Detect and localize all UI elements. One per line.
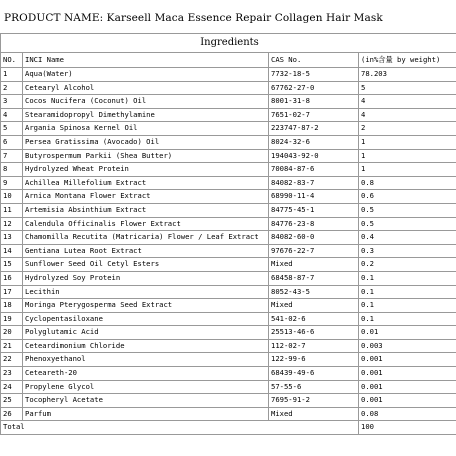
cell-cas-no: 541-02-6 bbox=[269, 312, 359, 326]
cell-cas-no: 122-99-6 bbox=[269, 353, 359, 367]
cell-weight-percent: 0.01 bbox=[359, 326, 456, 340]
table-row bbox=[1, 190, 456, 204]
table-row bbox=[1, 312, 456, 326]
table-row bbox=[1, 163, 456, 177]
cell-no: 15 bbox=[1, 258, 23, 272]
cell-weight-percent: 0.3 bbox=[359, 244, 456, 258]
table-row bbox=[1, 380, 456, 394]
cell-cas-no: 7651-02-7 bbox=[269, 108, 359, 122]
cell-cas-no: Mixed bbox=[269, 407, 359, 421]
cell-no: 24 bbox=[1, 380, 23, 394]
cell-inci-name: Cetearyl Alcohol bbox=[23, 81, 269, 95]
cell-inci-name: Tocopheryl Acetate bbox=[23, 394, 269, 408]
cell-no: 14 bbox=[1, 244, 23, 258]
cell-weight-percent: 0.1 bbox=[359, 299, 456, 313]
cell-no: 9 bbox=[1, 176, 23, 190]
cell-inci-name: Ceteareth-20 bbox=[23, 367, 269, 381]
cell-inci-name: Ceteardimonium Chloride bbox=[23, 339, 269, 353]
table-row bbox=[1, 81, 456, 95]
cell-cas-no: 84776-23-8 bbox=[269, 217, 359, 231]
cell-cas-no: 68458-87-7 bbox=[269, 271, 359, 285]
cell-weight-percent: 0.001 bbox=[359, 367, 456, 381]
cell-no: 18 bbox=[1, 299, 23, 313]
cell-weight-percent: 0.5 bbox=[359, 203, 456, 217]
cell-no: 21 bbox=[1, 339, 23, 353]
cell-inci-name: Phenoxyethanol bbox=[23, 353, 269, 367]
cell-weight-percent: 1 bbox=[359, 163, 456, 177]
cell-cas-no: 194043-92-0 bbox=[269, 149, 359, 163]
table-row bbox=[1, 122, 456, 136]
cell-inci-name: Propylene Glycol bbox=[23, 380, 269, 394]
table-row bbox=[1, 271, 456, 285]
cell-inci-name: Hydrolyzed Wheat Protein bbox=[23, 163, 269, 177]
cell-inci-name: Stearamidopropyl Dimethylamine bbox=[23, 108, 269, 122]
cell-inci-name: Achillea Millefolium Extract bbox=[23, 176, 269, 190]
ingredients-heading: Ingredients bbox=[1, 34, 456, 53]
table-row bbox=[1, 299, 456, 313]
cell-inci-name: Persea Gratissima (Avocado) Oil bbox=[23, 135, 269, 149]
cell-inci-name: Butyrospermum Parkii (Shea Butter) bbox=[23, 149, 269, 163]
table-row bbox=[1, 326, 456, 340]
cell-inci-name: Parfum bbox=[23, 407, 269, 421]
cell-cas-no: 223747-87-2 bbox=[269, 122, 359, 136]
cell-cas-no: 7732-18-5 bbox=[269, 68, 359, 82]
cell-weight-percent: 0.1 bbox=[359, 312, 456, 326]
cell-no: 11 bbox=[1, 203, 23, 217]
cell-inci-name: Hydrolyzed Soy Protein bbox=[23, 271, 269, 285]
cell-no: 1 bbox=[1, 68, 23, 82]
ingredients-table bbox=[0, 33, 456, 435]
table-row bbox=[1, 68, 456, 82]
cell-no: 13 bbox=[1, 231, 23, 245]
cell-weight-percent: 0.001 bbox=[359, 353, 456, 367]
cell-weight-percent: 0.2 bbox=[359, 258, 456, 272]
cell-cas-no: Mixed bbox=[269, 299, 359, 313]
cell-inci-name: Aqua(Water) bbox=[23, 68, 269, 82]
cell-inci-name: Calendula Officinalis Flower Extract bbox=[23, 217, 269, 231]
table-row bbox=[1, 176, 456, 190]
cell-inci-name: Gentiana Lutea Root Extract bbox=[23, 244, 269, 258]
cell-inci-name: Cocos Nucifera (Coconut) Oil bbox=[23, 95, 269, 109]
cell-weight-percent: 4 bbox=[359, 95, 456, 109]
cell-cas-no: Mixed bbox=[269, 258, 359, 272]
table-row bbox=[1, 135, 456, 149]
cell-cas-no: 8001-31-8 bbox=[269, 95, 359, 109]
cell-weight-percent: 1 bbox=[359, 149, 456, 163]
table-row bbox=[1, 149, 456, 163]
cell-cas-no: 57-55-6 bbox=[269, 380, 359, 394]
cell-weight-percent: 0.8 bbox=[359, 176, 456, 190]
cell-weight-percent: 0.08 bbox=[359, 407, 456, 421]
header-inci-name: INCI Name bbox=[23, 53, 269, 68]
cell-inci-name: Sunflower Seed Oil Cetyl Esters bbox=[23, 258, 269, 272]
cell-weight-percent: 4 bbox=[359, 108, 456, 122]
cell-inci-name: Moringa Pterygosperma Seed Extract bbox=[23, 299, 269, 313]
header-cas-no: CAS No. bbox=[269, 53, 359, 68]
header-no: NO. bbox=[1, 53, 23, 68]
cell-no: 4 bbox=[1, 108, 23, 122]
cell-weight-percent: 0.5 bbox=[359, 217, 456, 231]
cell-inci-name: Argania Spinosa Kernel Oil bbox=[23, 122, 269, 136]
cell-weight-percent: 1 bbox=[359, 135, 456, 149]
cell-no: 6 bbox=[1, 135, 23, 149]
table-row bbox=[1, 203, 456, 217]
cell-cas-no: 84775-45-1 bbox=[269, 203, 359, 217]
table-row bbox=[1, 394, 456, 408]
cell-no: 12 bbox=[1, 217, 23, 231]
total-label: Total bbox=[1, 421, 359, 435]
cell-weight-percent: 5 bbox=[359, 81, 456, 95]
table-row bbox=[1, 244, 456, 258]
cell-cas-no: 68439-49-6 bbox=[269, 367, 359, 381]
cell-cas-no: 67762-27-0 bbox=[269, 81, 359, 95]
header-weight-percent: (in%含量 by weight) bbox=[359, 53, 456, 68]
table-row bbox=[1, 353, 456, 367]
cell-no: 25 bbox=[1, 394, 23, 408]
cell-weight-percent: 0.4 bbox=[359, 231, 456, 245]
table-row bbox=[1, 108, 456, 122]
cell-weight-percent: 0.1 bbox=[359, 271, 456, 285]
table-row bbox=[1, 217, 456, 231]
cell-cas-no: 112-02-7 bbox=[269, 339, 359, 353]
cell-no: 8 bbox=[1, 163, 23, 177]
product-name-title: PRODUCT NAME: Karseell Maca Essence Repair Collagen Hair Mask bbox=[4, 12, 383, 24]
cell-cas-no: 84082-60-0 bbox=[269, 231, 359, 245]
cell-cas-no: 8052-43-5 bbox=[269, 285, 359, 299]
cell-cas-no: 97676-22-7 bbox=[269, 244, 359, 258]
table-row bbox=[1, 407, 456, 421]
total-value: 100 bbox=[359, 421, 456, 435]
table-row bbox=[1, 339, 456, 353]
cell-weight-percent: 0.1 bbox=[359, 285, 456, 299]
cell-no: 26 bbox=[1, 407, 23, 421]
cell-cas-no: 68990-11-4 bbox=[269, 190, 359, 204]
cell-weight-percent: 0.001 bbox=[359, 380, 456, 394]
cell-inci-name: Lecithin bbox=[23, 285, 269, 299]
cell-weight-percent: 78.203 bbox=[359, 68, 456, 82]
cell-no: 17 bbox=[1, 285, 23, 299]
cell-no: 16 bbox=[1, 271, 23, 285]
cell-no: 19 bbox=[1, 312, 23, 326]
cell-inci-name: Polyglutamic Acid bbox=[23, 326, 269, 340]
cell-inci-name: Cyclopentasiloxane bbox=[23, 312, 269, 326]
cell-no: 23 bbox=[1, 367, 23, 381]
cell-weight-percent: 2 bbox=[359, 122, 456, 136]
cell-cas-no: 25513-46-6 bbox=[269, 326, 359, 340]
cell-cas-no: 84082-83-7 bbox=[269, 176, 359, 190]
cell-no: 7 bbox=[1, 149, 23, 163]
cell-weight-percent: 0.003 bbox=[359, 339, 456, 353]
cell-no: 5 bbox=[1, 122, 23, 136]
cell-weight-percent: 0.001 bbox=[359, 394, 456, 408]
cell-no: 22 bbox=[1, 353, 23, 367]
cell-inci-name: Arnica Montana Flower Extract bbox=[23, 190, 269, 204]
cell-inci-name: Artemisia Absinthium Extract bbox=[23, 203, 269, 217]
cell-cas-no: 8024-32-6 bbox=[269, 135, 359, 149]
cell-inci-name: Chamomilla Recutita (Matricaria) Flower / Leaf Extract bbox=[23, 231, 269, 245]
cell-no: 2 bbox=[1, 81, 23, 95]
total-row bbox=[1, 421, 456, 435]
table-row bbox=[1, 367, 456, 381]
table-row bbox=[1, 285, 456, 299]
table-row bbox=[1, 95, 456, 109]
cell-weight-percent: 0.6 bbox=[359, 190, 456, 204]
table-row bbox=[1, 231, 456, 245]
table-row bbox=[1, 258, 456, 272]
cell-no: 10 bbox=[1, 190, 23, 204]
cell-no: 3 bbox=[1, 95, 23, 109]
cell-no: 20 bbox=[1, 326, 23, 340]
cell-cas-no: 70084-87-6 bbox=[269, 163, 359, 177]
cell-cas-no: 7695-91-2 bbox=[269, 394, 359, 408]
